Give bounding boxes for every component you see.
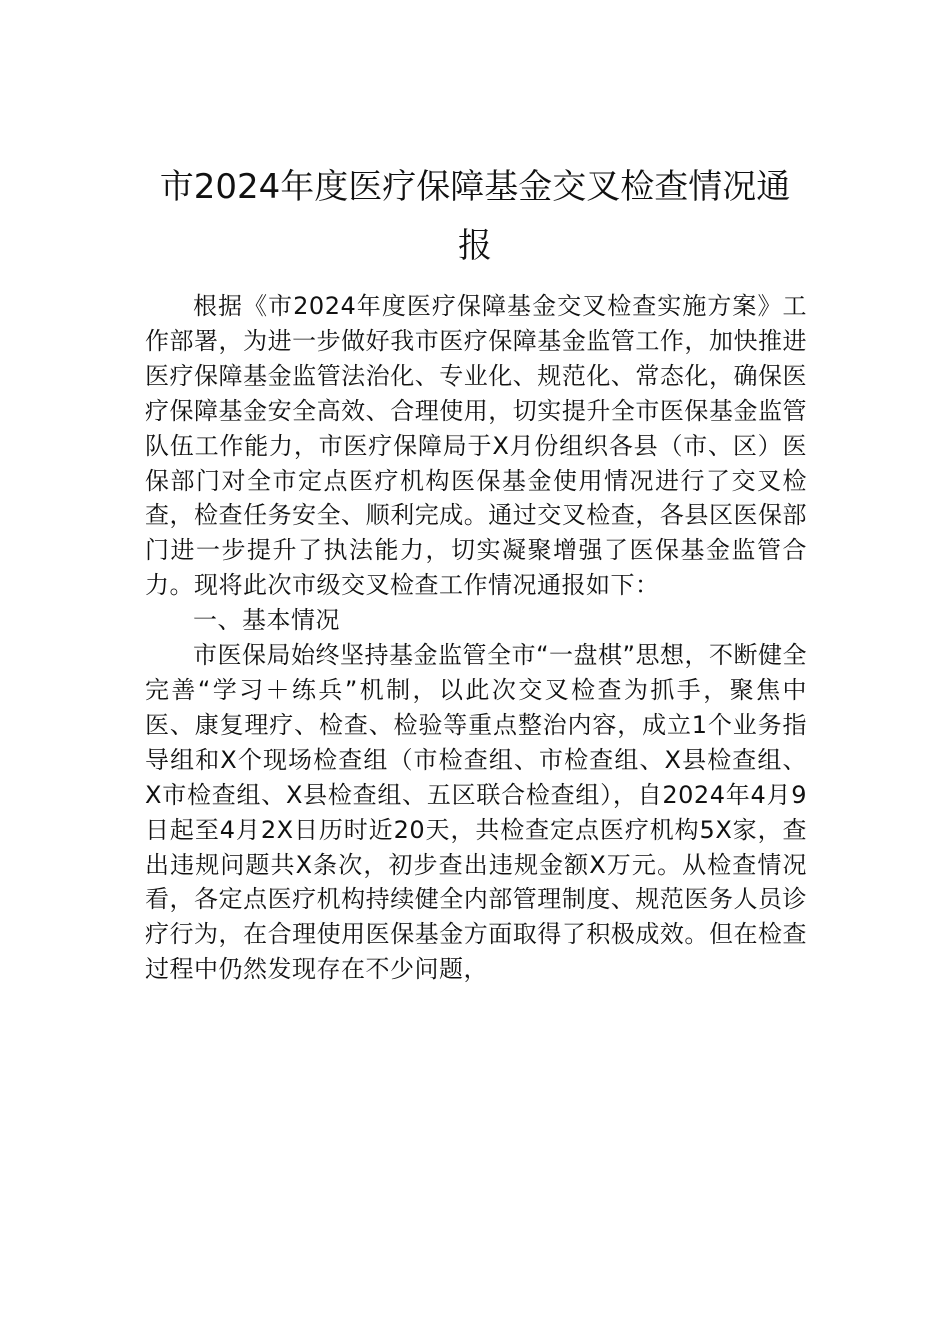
document-title: 市2024年度医疗保障基金交叉检查情况通报 <box>159 167 791 266</box>
document-body <box>145 289 807 987</box>
section-heading-basic-situation: 一、基本情况 <box>193 606 340 635</box>
intro-paragraph: 根据《市2024年度医疗保障基金交叉检查实施方案》工作部署，为进一步做好我市医疗保障基金监管工作，加快推进医疗保障基金监管法治化、专业化、规范化、常态化，确保医疗保障基金安全高效、合理使用，切实提升全市医保基金监管队伍工作能力，市医疗保障局于X月份组织各县（市、区）医保部门对全市定点医疗机构医保基金使用情况进行了交叉检查，检查任务安全、顺利完成。通过交叉检查，各县区医保部门进一步提升了执法能力，切实凝聚增强了医保基金监管合力。现将此次市级交叉检查工作情况通报如下： <box>145 292 807 600</box>
basic-situation-paragraph: 市医保局始终坚持基金监管全市“一盘棋”思想，不断健全完善“学习＋练兵”机制，以此次交叉检查为抓手，聚焦中医、康复理疗、检查、检验等重点整治内容，成立1个业务指导组和X个现场检查组（市检查组、市检查组、X县检查组、X市检查组、X县检查组、五区联合检查组），自2024年4月9日起至4月2X日历时近20天，共检查定点医疗机构5X家，查出违规问题共X条次，初步查出违规金额X万元。从检查情况看，各定点医疗机构持续健全内部管理制度、规范医务人员诊疗行为，在合理使用医保基金方面取得了积极成效。但在检查过程中仍然发现存在不少问题， <box>145 641 807 984</box>
